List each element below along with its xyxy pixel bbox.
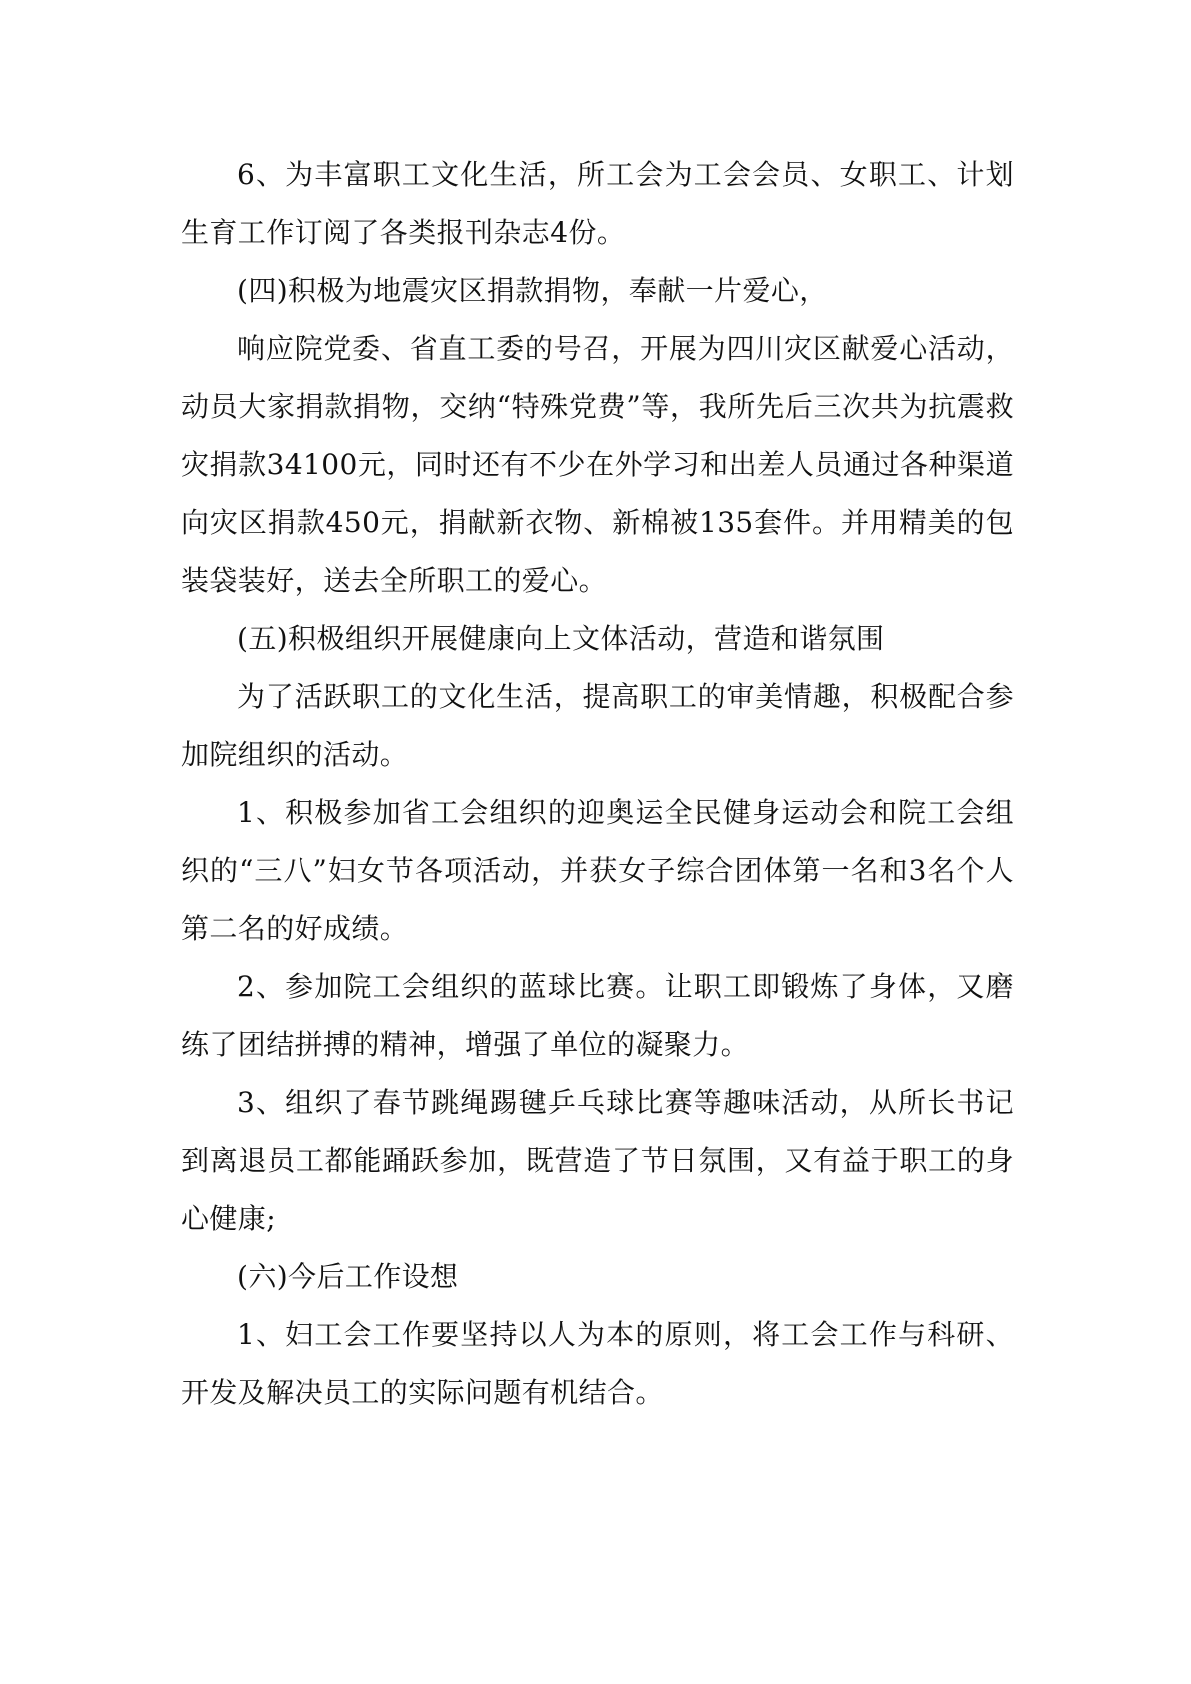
section-heading-future-plans: (六)今后工作设想 bbox=[237, 1260, 459, 1293]
paragraph-item-3-spring-festival: 3、组织了春节跳绳踢毽乒乓球比赛等趣味活动，从所长书记到离退员工都能踊跃参加，既营造了节日氛围，又有益于职工的身心健康; bbox=[181, 1086, 1014, 1235]
paragraph-cultural-intro: 为了活跃职工的文化生活，提高职工的审美情趣，积极配合参加院组织的活动。 bbox=[181, 680, 1014, 771]
paragraph-item-1-people-oriented: 1、妇工会工作要坚持以人为本的原则，将工会工作与科研、开发及解决员工的实际问题有机结合。 bbox=[181, 1318, 1014, 1409]
paragraph-item-1-fitness-games: 1、积极参加省工会组织的迎奥运全民健身运动会和院工会组织的“三八”妇女节各项活动，并获女子综合团体第一名和3名个人第二名的好成绩。 bbox=[181, 796, 1014, 945]
section-heading-cultural-activities: (五)积极组织开展健康向上文体活动，营造和谐氛围 bbox=[237, 622, 885, 655]
paragraph-item-2-basketball: 2、参加院工会组织的蓝球比赛。让职工即锻炼了身体，又磨练了团结拼搏的精神，增强了单位的凝聚力。 bbox=[181, 970, 1014, 1061]
paragraph-item-6-subscriptions: 6、为丰富职工文化生活，所工会为工会会员、女职工、计划生育工作订阅了各类报刊杂志4份。 bbox=[181, 158, 1014, 249]
paragraph-donation-details: 响应院党委、省直工委的号召，开展为四川灾区献爱心活动，动员大家捐款捐物，交纳“特殊党费”等，我所先后三次共为抗震救灾捐款34100元，同时还有不少在外学习和出差人员通过各种渠道向灾区捐款450元，捐献新衣物、新棉被135套件。并用精美的包装袋装好，送去全所职工的爱心。 bbox=[181, 332, 1014, 597]
section-heading-earthquake-donation: (四)积极为地震灾区捐款捐物，奉献一片爱心， bbox=[237, 274, 828, 307]
document-body bbox=[181, 146, 1014, 1422]
